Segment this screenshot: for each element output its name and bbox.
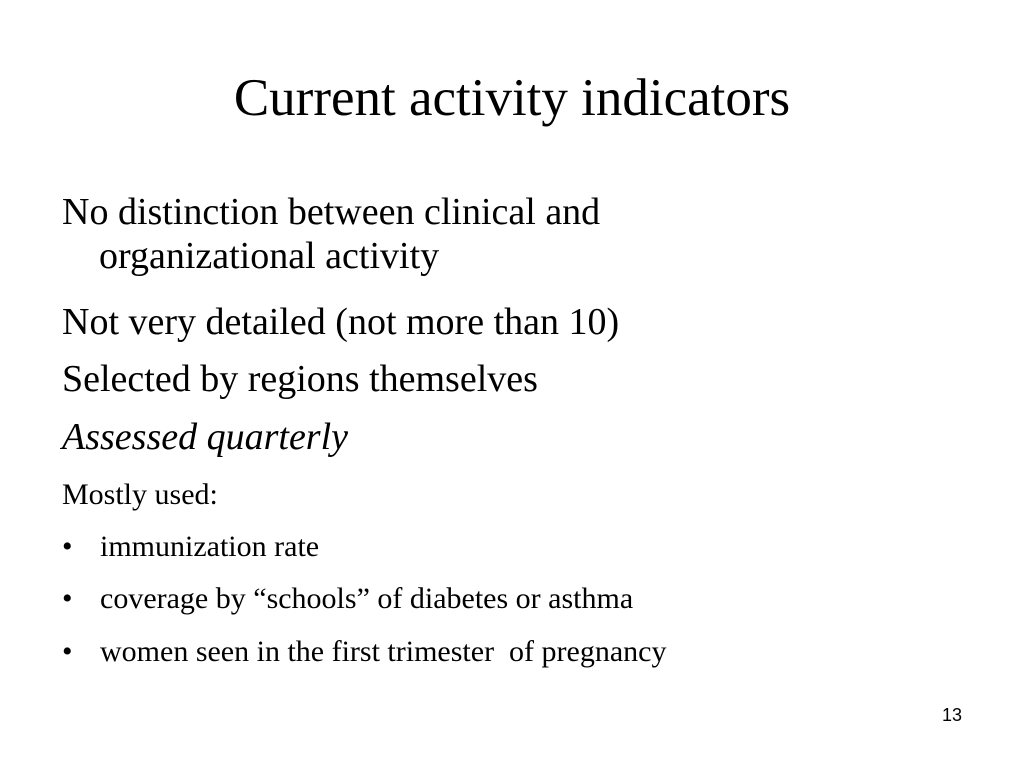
slide-item-selected (62, 357, 962, 401)
bullet-icon: • (62, 582, 73, 615)
bullet-text: immunization rate (100, 530, 320, 563)
bullet-text: coverage by “schools” of diabetes or asthma (100, 582, 634, 615)
slide-item-distinction (62, 190, 962, 278)
bullet-item-women (62, 634, 666, 670)
bullet-text: women seen in the first trimester of pregnancy (100, 635, 667, 668)
item-text: Assessed quarterly (62, 416, 349, 458)
bullet-icon: • (62, 635, 73, 668)
page-number: 13 (941, 705, 962, 725)
item-text: Not very detailed (not more than 10) (62, 301, 620, 343)
slide-item-detail (62, 300, 962, 344)
item-text: Mostly used: (62, 478, 218, 511)
slide-item-assessed (62, 415, 962, 459)
item-text: Selected by regions themselves (62, 358, 538, 400)
item-text: No distinction between clinical and organizational activity (62, 191, 601, 277)
bullet-icon: • (62, 530, 73, 563)
slide-item-mostly-used (62, 477, 962, 513)
bullet-item-coverage (62, 581, 633, 617)
bullet-item-immunization (62, 529, 319, 565)
slide-title: Current activity indicators (233, 69, 791, 127)
